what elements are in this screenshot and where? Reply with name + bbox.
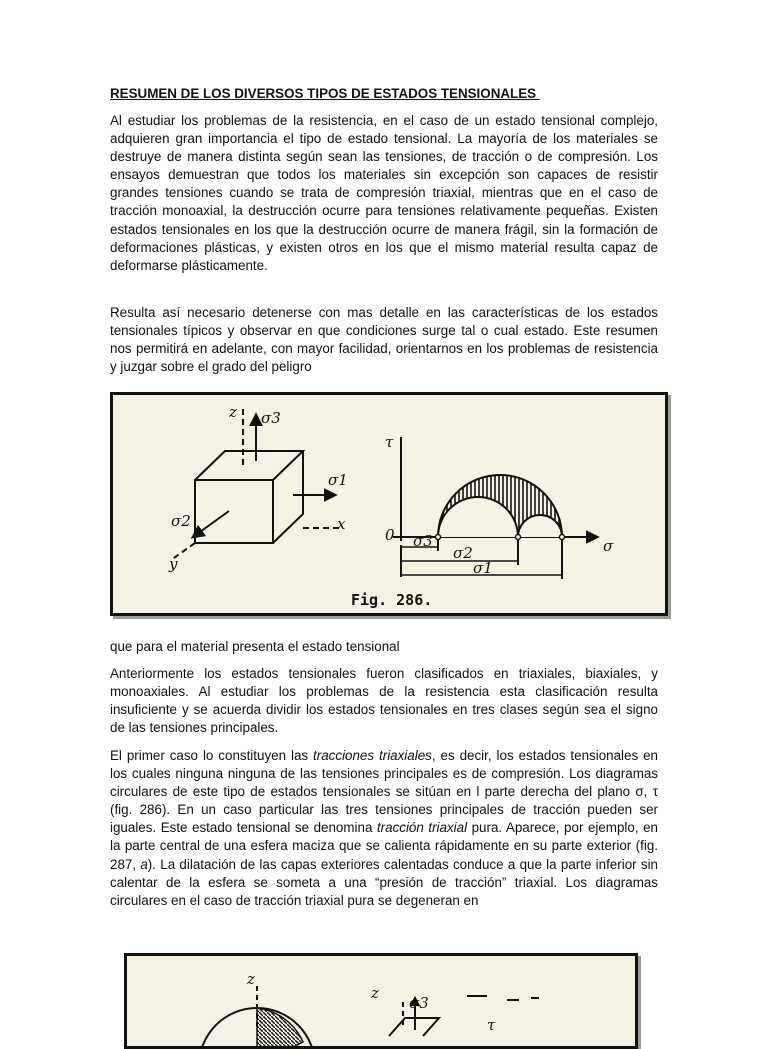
figure-287 <box>124 953 638 1049</box>
text-run: ). La dilatación de las capas exteriores calentadas conduce a que la parte inferior sin calentar de la esfera se someta a una “presión de tracción” triaxial. Los diagramas circulares en el caso de tracción triaxial pura se degeneran en <box>110 856 658 908</box>
paragraph-summary: Resulta así necesario detenerse con mas detalle en las características de los estados tensionales típicos y observar en que condiciones surge tal o cual estado. Este resumen nos permitirá en adelante, con mayor facilidad, orientarnos en los problemas de resistencia y juzgar sobre el grado del peligro <box>110 305 658 375</box>
label-dim-sigma2: σ2 <box>453 544 473 562</box>
label-z-sphere: z <box>247 970 255 988</box>
figure-caption: Fig. 286. <box>351 591 433 609</box>
paragraph-continuation: que para el material presenta el estado tensional <box>110 639 400 654</box>
italic-term: tracciones triaxiales <box>313 748 432 763</box>
section-title: RESUMEN DE LOS DIVERSOS TIPOS DE ESTADOS TENSIONALES <box>110 86 540 101</box>
cube-front <box>195 480 273 543</box>
label-x: x <box>337 515 346 533</box>
figure-286-drawing <box>113 395 665 613</box>
label-z-cube: z <box>371 984 379 1002</box>
label-dim-sigma3: σ3 <box>413 532 433 550</box>
italic-term: tracción triaxial <box>376 820 468 836</box>
text-run: pura. Aparece, por ejemplo, en la parte central de una esfera maciza que se calienta rápidamente en su parte exterior (fig. 287, <box>110 820 658 872</box>
label-sigma1: σ1 <box>328 471 348 489</box>
paragraph-classification: Anteriormente los estados tensionales fueron clasificados en triaxiales, biaxiales, y monoaxiales. Al estudiar los problemas de la resistencia esta clasificación resulta insuficiente y se acuerda dividir los estados tensionales en tres clases según sea el signo de las tensiones principales. <box>110 666 658 736</box>
label-z: z <box>229 403 237 421</box>
paragraph-triaxial-tension <box>110 747 658 910</box>
label-y: y <box>169 555 178 573</box>
label-sigma3: σ3 <box>261 409 281 427</box>
label-tau: τ <box>487 1016 496 1034</box>
italic-term: a <box>140 856 148 872</box>
cube-top <box>195 451 303 480</box>
figure-287-drawing <box>127 956 635 1046</box>
label-sigma3: σ3 <box>409 994 429 1012</box>
paragraph-intro: Al estudiar los problemas de la resistencia, en el caso de un estado tensional complejo, adquieren gran importancia el tipo de estado tensional. La mayoría de los materiales se destruye de manera distinta según sean las tensiones, de tracción o de compresión. Los ensayos demuestran que todos los materiales sin excepción son capaces de resistir grandes tensiones cuando se trata de compresión triaxial, mientras que en el caso de tracción monoaxial, la destrucción ocurre para tensiones relativamente pequeñas. Existen estados tensionales en los que la destrucción ocurre de manera frágil, sin la formación de deformaciones plásticas, y existen otros en los que el mismo material resulta capaz de deformarse plásticamente. <box>110 113 658 273</box>
figure-286 <box>110 392 668 616</box>
sigma2-arrow <box>193 511 229 537</box>
text-run: El primer caso lo constituyen las <box>110 748 314 763</box>
text-run: , es decir, los estados tensionales en los cuales ninguna ninguna de las tensiones principales es de compresión. Los diagramas circulares de este tipo de estados tensionales se sitúan en l parte derecha del plano σ, τ (fig. 286). En un caso particular las tres tensiones principales de tracción pueden ser iguales. Este estado tensional se denomina <box>110 748 659 836</box>
label-dim-sigma1: σ1 <box>473 559 493 577</box>
label-sigma: σ <box>603 537 614 555</box>
label-origin: 0 <box>385 526 395 544</box>
label-tau: τ <box>385 433 394 451</box>
label-sigma2: σ2 <box>171 512 191 530</box>
